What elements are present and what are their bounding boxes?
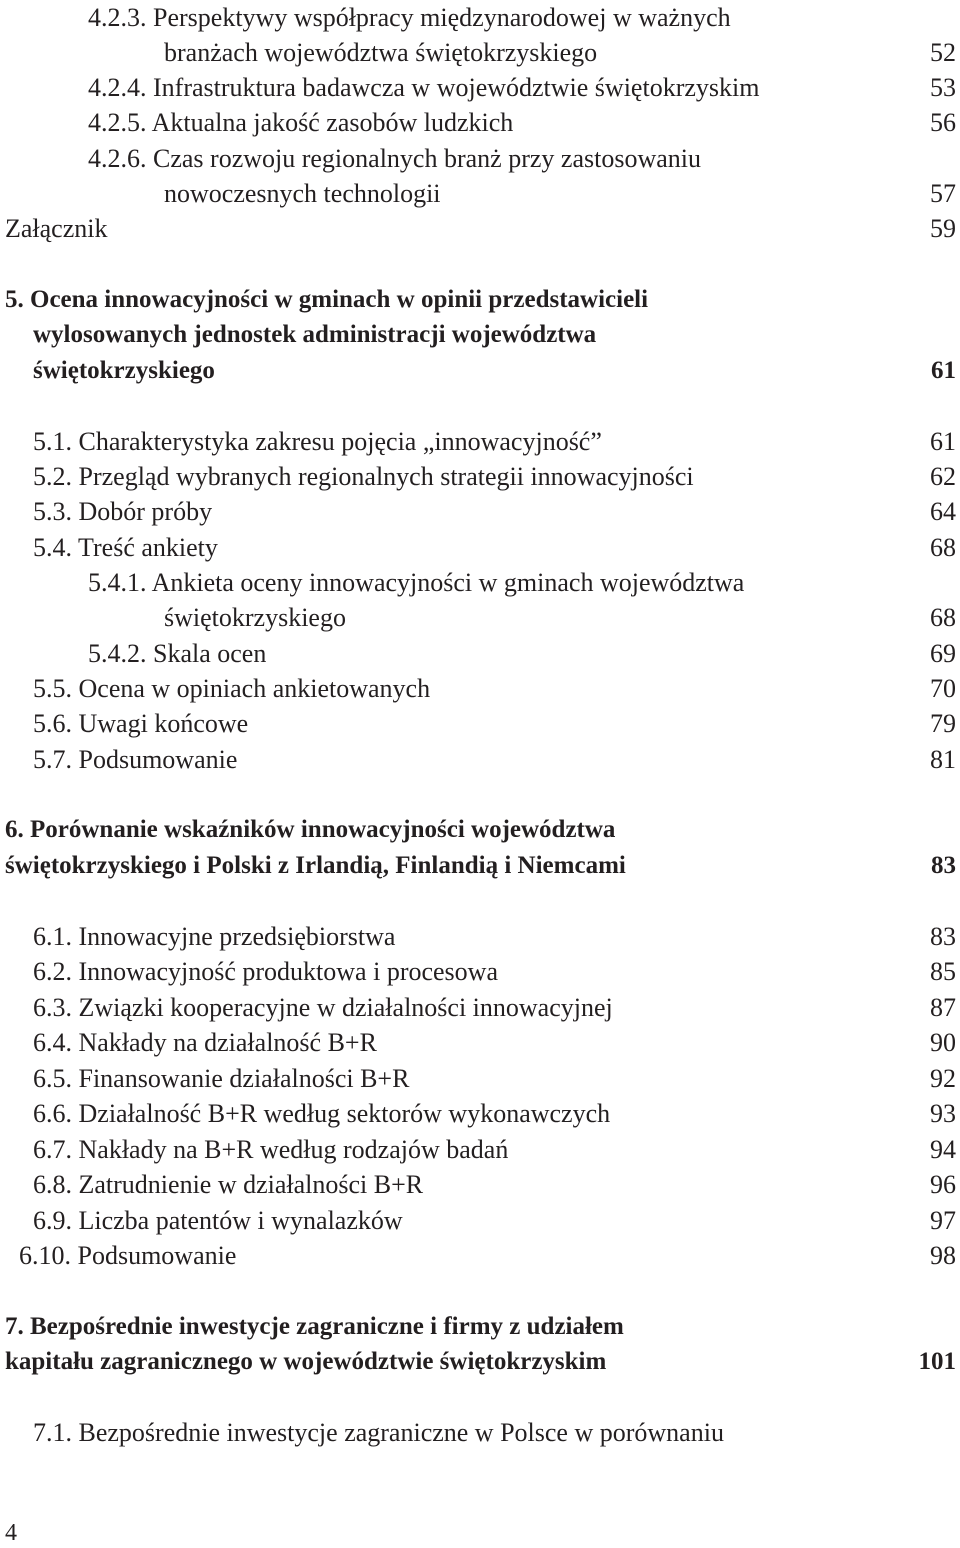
toc-entry [0, 1238, 956, 1273]
toc-entry-title: branżach województwa świętokrzyskiego [164, 38, 598, 67]
toc-entry-title: 4.2.3. Perspektywy współpracy międzynarodowej w ważnych [88, 3, 731, 32]
toc-entry-title: 4.2.4. Infrastruktura badawcza w województwie świętokrzyskim [88, 73, 760, 102]
toc-entry [0, 530, 956, 565]
toc-entry [0, 565, 956, 600]
toc-entry-page: 92 [930, 1064, 956, 1093]
toc-entry-title: kapitału zagranicznego w województwie świętokrzyskim [5, 1348, 607, 1375]
toc-entry-page: 85 [930, 957, 956, 986]
toc-entry-page: 93 [930, 1099, 956, 1128]
toc-entry-title: 5.7. Podsumowanie [33, 745, 238, 774]
toc-entry [0, 990, 956, 1025]
toc-entry-title: 4.2.6. Czas rozwoju regionalnych branż przy zastosowaniu [88, 144, 701, 173]
toc-entry-page: 56 [930, 108, 956, 137]
toc-entry-title: 5.3. Dobór próby [33, 497, 213, 526]
toc-entry-page: 97 [930, 1206, 956, 1235]
toc-entry-title: 5.1. Charakterystyka zakresu pojęcia „innowacyjność” [33, 427, 602, 456]
toc-entry-title: 4.2.5. Aktualna jakość zasobów ludzkich [88, 108, 514, 137]
toc-entry-page: 83 [930, 922, 956, 951]
toc-entry-title: 6. Porównanie wskaźników innowacyjności województwa [5, 816, 616, 843]
toc-entry [0, 353, 956, 388]
toc-entry [0, 282, 956, 317]
toc-entry-title: świętokrzyskiego [164, 603, 346, 632]
toc-entry-page: 53 [930, 73, 956, 102]
toc-entry-title: 6.1. Innowacyjne przedsiębiorstwa [33, 922, 396, 951]
toc-entry [0, 176, 956, 211]
toc-entry-title: wylosowanych jednostek administracji województwa [33, 321, 597, 348]
toc-entry-page: 69 [930, 639, 956, 668]
toc-entry-title: 6.4. Nakłady na działalność B+R [33, 1028, 377, 1057]
toc-entry-page: 52 [930, 38, 956, 67]
toc-entry [0, 1203, 956, 1238]
toc-entry-title: 7. Bezpośrednie inwestycje zagraniczne i firmy z udziałem [5, 1313, 624, 1340]
toc-entry-page: 61 [931, 357, 956, 384]
toc-entry-page: 70 [930, 674, 956, 703]
toc-entry-title: 5.5. Ocena w opiniach ankietowanych [33, 674, 431, 703]
page-number: 4 [5, 1520, 17, 1546]
toc-entry [0, 141, 956, 176]
toc-entry-page: 87 [930, 993, 956, 1022]
toc-entry [0, 636, 956, 671]
toc-entry-page: 96 [930, 1170, 956, 1199]
toc-entry-title: 6.9. Liczba patentów i wynalazków [33, 1206, 403, 1235]
toc-entry-title: świętokrzyskiego [33, 357, 215, 384]
toc-entry-title: 6.3. Związki kooperacyjne w działalności innowacyjnej [33, 993, 613, 1022]
toc-entry [0, 1344, 956, 1379]
toc-entry-page: 61 [930, 427, 956, 456]
toc-entry-title: Załącznik [5, 214, 108, 243]
toc-entry [0, 459, 956, 494]
toc-entry-title: 6.6. Działalność B+R według sektorów wykonawczych [33, 1099, 611, 1128]
toc-entry-page: 57 [930, 179, 956, 208]
toc-entry [0, 494, 956, 529]
toc-entry [0, 742, 956, 777]
toc-entry [0, 1309, 956, 1344]
toc-entry-title: 6.8. Zatrudnienie w działalności B+R [33, 1170, 424, 1199]
toc-entry-page: 79 [930, 709, 956, 738]
toc-entry-page: 83 [931, 852, 956, 879]
toc-entry-page: 81 [930, 745, 956, 774]
toc-entry [0, 1096, 956, 1131]
toc-entry-page: 59 [930, 214, 956, 243]
toc-entry-page: 62 [930, 462, 956, 491]
toc-entry-page: 90 [930, 1028, 956, 1057]
toc-entry [0, 1061, 956, 1096]
toc-entry-page: 64 [930, 497, 956, 526]
toc-entry [0, 105, 956, 140]
toc-entry [0, 70, 956, 105]
toc-entry-title: 6.7. Nakłady na B+R według rodzajów badań [33, 1135, 509, 1164]
toc-entry [0, 35, 956, 70]
toc-entry-title: 6.5. Finansowanie działalności B+R [33, 1064, 410, 1093]
toc-entry-page: 68 [930, 533, 956, 562]
toc-entry-title: 5.2. Przegląd wybranych regionalnych strategii innowacyjności [33, 462, 694, 491]
toc-entry-title: nowoczesnych technologii [164, 179, 441, 208]
toc-entry-page: 98 [930, 1241, 956, 1270]
toc-entry-page: 94 [930, 1135, 956, 1164]
toc-entry-title: 5.6. Uwagi końcowe [33, 709, 249, 738]
toc-entry-title: 5. Ocena innowacyjności w gminach w opinii przedstawicieli [5, 286, 649, 313]
toc-entry [0, 954, 956, 989]
toc-entry [0, 424, 956, 459]
toc-entry-title: 6.10. Podsumowanie [19, 1241, 237, 1270]
toc-entry [0, 1025, 956, 1060]
toc-entry [0, 706, 956, 741]
toc-entry-title: 5.4.1. Ankieta oceny innowacyjności w gminach województwa [88, 568, 745, 597]
toc-entry [0, 1132, 956, 1167]
toc-entry [0, 812, 956, 847]
toc-entry-page: 101 [918, 1348, 956, 1375]
toc-entry-title: 5.4.2. Skala ocen [88, 639, 267, 668]
toc-entry [0, 671, 956, 706]
toc-entry [0, 211, 956, 246]
toc-entry-title: 7.1. Bezpośrednie inwestycje zagraniczne w Polsce w porównaniu [33, 1418, 724, 1447]
toc-entry [0, 317, 956, 352]
toc-entry [0, 600, 956, 635]
toc-entry [0, 1167, 956, 1202]
toc-entry-title: 6.2. Innowacyjność produktowa i procesowa [33, 957, 498, 986]
toc-entry-title: świętokrzyskiego i Polski z Irlandią, Finlandią i Niemcami [5, 852, 626, 879]
toc-entry-title: 5.4. Treść ankiety [33, 533, 218, 562]
toc-entry [0, 1415, 956, 1450]
toc-entry [0, 848, 956, 883]
toc-entry [0, 0, 956, 35]
toc-entry [0, 919, 956, 954]
toc-entry-page: 68 [930, 603, 956, 632]
